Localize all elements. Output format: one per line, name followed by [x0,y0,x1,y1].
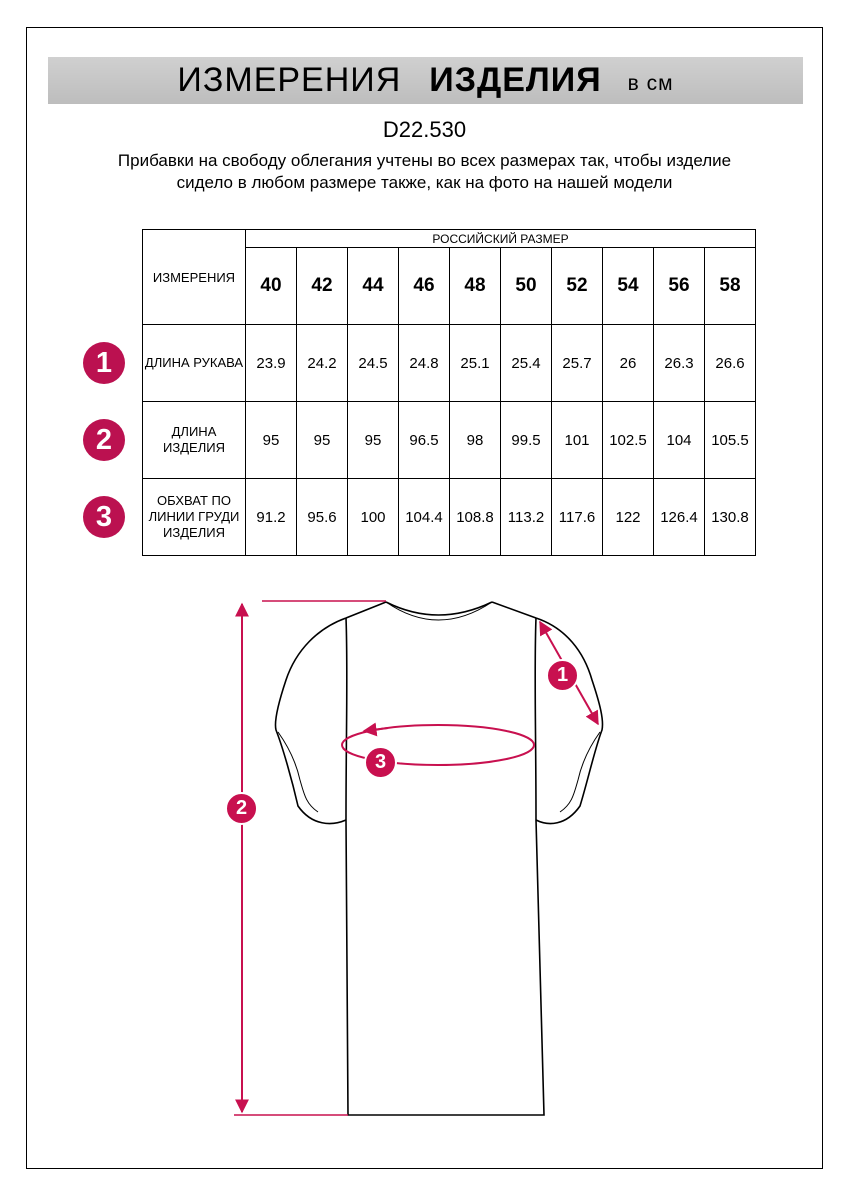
value-cell: 99.5 [501,402,552,479]
value-cell: 26 [603,325,654,402]
size-group-header: РОССИЙСКИЙ РАЗМЕР [246,230,756,248]
value-cell: 95 [297,402,348,479]
value-cell: 24.2 [297,325,348,402]
value-cell: 26.3 [654,325,705,402]
size-cell: 40 [246,248,297,325]
measurements-header: ИЗМЕРЕНИЯ [143,230,246,325]
size-cell: 54 [603,248,654,325]
row-label: ДЛИНА ИЗДЕЛИЯ [143,402,246,479]
value-cell: 25.7 [552,325,603,402]
model-code: D22.530 [382,117,467,142]
value-cell: 117.6 [552,479,603,556]
value-cell: 113.2 [501,479,552,556]
value-cell: 25.1 [450,325,501,402]
value-cell: 100 [348,479,399,556]
value-cell: 23.9 [246,325,297,402]
value-cell: 105.5 [705,402,756,479]
value-cell: 101 [552,402,603,479]
value-cell: 108.8 [450,479,501,556]
row-number-badge: 2 [83,419,125,461]
sleeve-marker: 1 [546,659,579,692]
value-cell: 122 [603,479,654,556]
size-cell: 58 [705,248,756,325]
measure-lines [234,601,598,1115]
value-cell: 102.5 [603,402,654,479]
row-label: ДЛИНА РУКАВА [143,325,246,402]
row-label: ОБХВАТ ПО ЛИНИИ ГРУДИ ИЗДЕЛИЯ [143,479,246,556]
fit-note: Прибавки на свободу облегания учтены во всех размерах так, чтобы изделие сидело в любом размере также, как на фото на нашей модели [117,151,732,192]
value-cell: 24.5 [348,325,399,402]
value-cell: 104 [654,402,705,479]
title-main: ИЗМЕРЕНИЯ [177,61,402,99]
size-cell: 48 [450,248,501,325]
size-table [142,229,756,556]
value-cell: 24.8 [399,325,450,402]
size-cell: 50 [501,248,552,325]
table-row-garment-length [143,402,756,479]
value-cell: 91.2 [246,479,297,556]
row-number-badge: 1 [83,342,125,384]
value-cell: 95.6 [297,479,348,556]
value-cell: 96.5 [399,402,450,479]
value-cell: 95 [246,402,297,479]
size-cell: 52 [552,248,603,325]
size-cell: 42 [297,248,348,325]
size-cell: 56 [654,248,705,325]
garment-sketch [0,580,849,1140]
size-cell: 44 [348,248,399,325]
size-cell: 46 [399,248,450,325]
title-unit: в см [627,71,674,95]
value-cell: 126.4 [654,479,705,556]
row-number-badge: 3 [83,496,125,538]
value-cell: 25.4 [501,325,552,402]
page-title [48,57,803,104]
value-cell: 104.4 [399,479,450,556]
value-cell: 26.6 [705,325,756,402]
table-row-sleeve-length [143,325,756,402]
value-cell: 98 [450,402,501,479]
title-bold: ИЗДЕЛИЯ [429,61,602,99]
value-cell: 130.8 [705,479,756,556]
chest-marker: 3 [364,746,397,779]
table-row-chest-girth [143,479,756,556]
length-marker: 2 [225,792,258,825]
value-cell: 95 [348,402,399,479]
